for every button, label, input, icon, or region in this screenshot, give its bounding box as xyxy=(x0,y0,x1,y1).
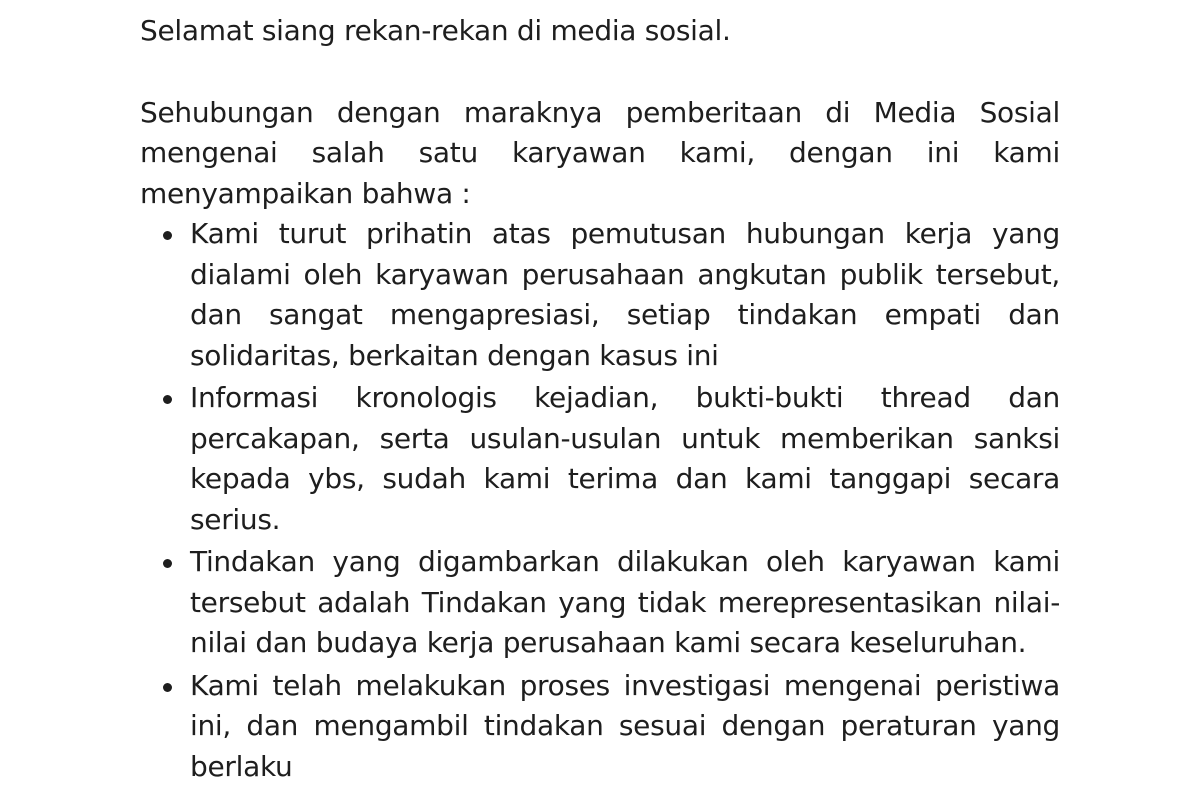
statement-point xyxy=(140,666,1060,788)
bullet-icon xyxy=(163,683,172,692)
statement-body xyxy=(140,11,1060,789)
statement-point xyxy=(140,542,1060,664)
point-text: Informasi kronologis kejadian, bukti-bukti thread dan percakapan, serta usulan-usulan untuk memberikan sanksi kepada ybs, sudah kami terima dan kami tanggapi secara serius. xyxy=(190,381,1060,536)
intro-paragraph: Sehubungan dengan maraknya pemberitaan di Media Sosial mengenai salah satu karyawan kami, dengan ini kami menyampaikan bahwa : xyxy=(140,95,1060,210)
bullet-icon xyxy=(163,559,172,568)
paragraph-spacer xyxy=(140,52,1060,93)
point-text: Kami telah melakukan proses investigasi mengenai peristiwa ini, dan mengambil tindakan sesuai dengan peraturan yang berlaku xyxy=(190,668,1060,783)
greeting-text: Selamat siang rekan-rekan di media sosial. xyxy=(140,14,731,47)
statement-point xyxy=(140,378,1060,540)
page-bottom-edge xyxy=(0,794,1200,800)
bullet-icon xyxy=(163,395,172,404)
statement-point xyxy=(140,214,1060,376)
statement-points-list xyxy=(140,214,1060,787)
point-text: Kami turut prihatin atas pemutusan hubungan kerja yang dialami oleh karyawan perusahaan angkutan publik tersebut, dan sangat mengapresiasi, setiap tindakan empati dan solidaritas, berkaitan dengan kasus ini xyxy=(190,217,1060,372)
point-text: Tindakan yang digambarkan dilakukan oleh karyawan kami tersebut adalah Tindakan yang tidak merepresentasikan nilai-nilai dan budaya kerja perusahaan kami secara keseluruhan. xyxy=(190,545,1060,659)
bullet-icon xyxy=(163,231,172,240)
